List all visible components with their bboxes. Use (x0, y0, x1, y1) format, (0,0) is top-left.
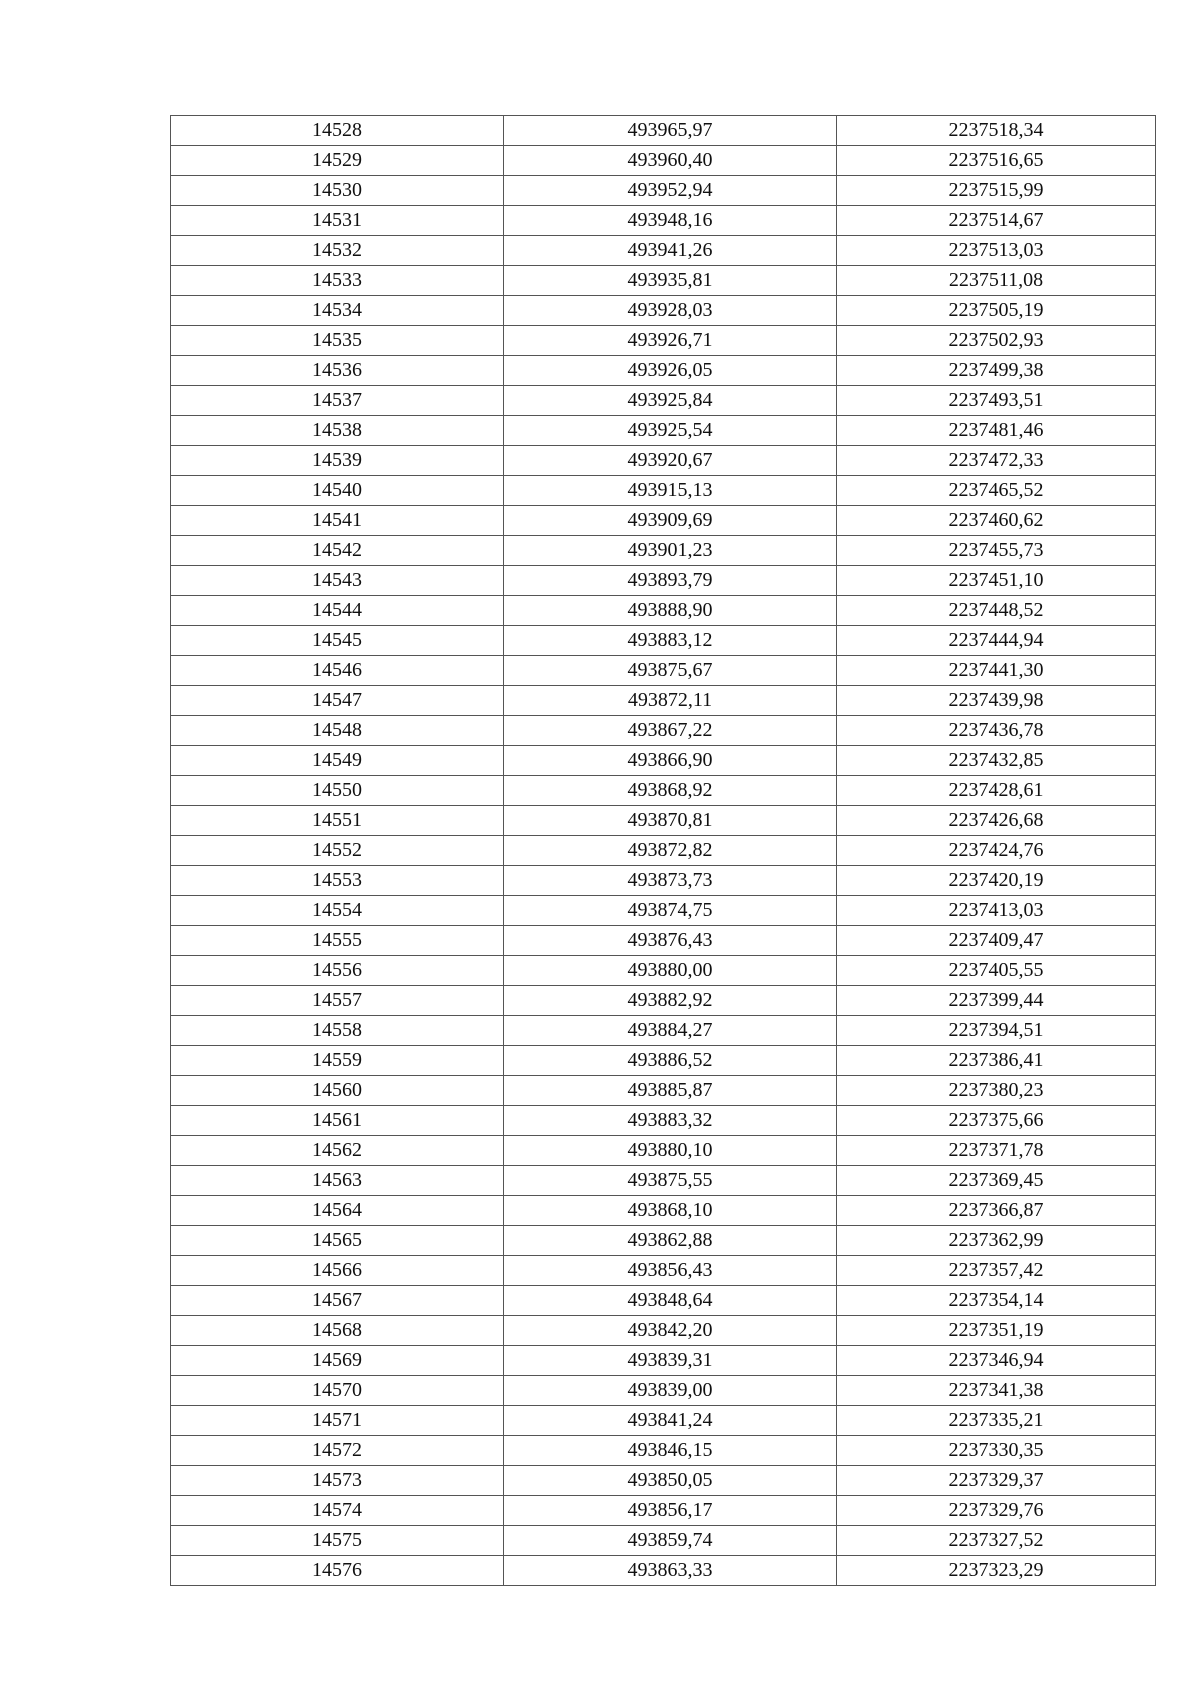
x-coordinate-cell: 493941,26 (504, 236, 837, 266)
point-number-cell: 14574 (171, 1496, 504, 1526)
y-coordinate-cell: 2237354,14 (837, 1286, 1156, 1316)
point-number-cell: 14566 (171, 1256, 504, 1286)
x-coordinate-cell: 493901,23 (504, 536, 837, 566)
point-number-cell: 14549 (171, 746, 504, 776)
table-row (171, 476, 1156, 506)
table-row (171, 1376, 1156, 1406)
table-row (171, 1076, 1156, 1106)
y-coordinate-cell: 2237511,08 (837, 266, 1156, 296)
table-row (171, 1136, 1156, 1166)
point-number-cell: 14561 (171, 1106, 504, 1136)
y-coordinate-cell: 2237362,99 (837, 1226, 1156, 1256)
y-coordinate-cell: 2237424,76 (837, 836, 1156, 866)
x-coordinate-cell: 493960,40 (504, 146, 837, 176)
point-number-cell: 14540 (171, 476, 504, 506)
table-row (171, 206, 1156, 236)
y-coordinate-cell: 2237357,42 (837, 1256, 1156, 1286)
table-row (171, 1496, 1156, 1526)
y-coordinate-cell: 2237369,45 (837, 1166, 1156, 1196)
x-coordinate-cell: 493848,64 (504, 1286, 837, 1316)
table-row (171, 266, 1156, 296)
point-number-cell: 14528 (171, 116, 504, 146)
point-number-cell: 14541 (171, 506, 504, 536)
x-coordinate-cell: 493875,55 (504, 1166, 837, 1196)
table-row (171, 956, 1156, 986)
table-row (171, 356, 1156, 386)
y-coordinate-cell: 2237502,93 (837, 326, 1156, 356)
table-row (171, 1256, 1156, 1286)
table-row (171, 446, 1156, 476)
point-number-cell: 14543 (171, 566, 504, 596)
table-row (171, 686, 1156, 716)
table-row (171, 386, 1156, 416)
point-number-cell: 14555 (171, 926, 504, 956)
x-coordinate-cell: 493880,00 (504, 956, 837, 986)
x-coordinate-cell: 493859,74 (504, 1526, 837, 1556)
point-number-cell: 14571 (171, 1406, 504, 1436)
y-coordinate-cell: 2237399,44 (837, 986, 1156, 1016)
point-number-cell: 14562 (171, 1136, 504, 1166)
table-row (171, 806, 1156, 836)
x-coordinate-cell: 493925,54 (504, 416, 837, 446)
x-coordinate-cell: 493935,81 (504, 266, 837, 296)
table-row (171, 1016, 1156, 1046)
point-number-cell: 14544 (171, 596, 504, 626)
point-number-cell: 14573 (171, 1466, 504, 1496)
y-coordinate-cell: 2237420,19 (837, 866, 1156, 896)
y-coordinate-cell: 2237386,41 (837, 1046, 1156, 1076)
y-coordinate-cell: 2237409,47 (837, 926, 1156, 956)
y-coordinate-cell: 2237366,87 (837, 1196, 1156, 1226)
x-coordinate-cell: 493884,27 (504, 1016, 837, 1046)
y-coordinate-cell: 2237341,38 (837, 1376, 1156, 1406)
point-number-cell: 14546 (171, 656, 504, 686)
y-coordinate-cell: 2237405,55 (837, 956, 1156, 986)
x-coordinate-cell: 493925,84 (504, 386, 837, 416)
y-coordinate-cell: 2237441,30 (837, 656, 1156, 686)
y-coordinate-cell: 2237428,61 (837, 776, 1156, 806)
y-coordinate-cell: 2237472,33 (837, 446, 1156, 476)
y-coordinate-cell: 2237499,38 (837, 356, 1156, 386)
table-row (171, 1226, 1156, 1256)
y-coordinate-cell: 2237436,78 (837, 716, 1156, 746)
x-coordinate-cell: 493839,00 (504, 1376, 837, 1406)
x-coordinate-cell: 493867,22 (504, 716, 837, 746)
y-coordinate-cell: 2237505,19 (837, 296, 1156, 326)
y-coordinate-cell: 2237380,23 (837, 1076, 1156, 1106)
point-number-cell: 14567 (171, 1286, 504, 1316)
table-row (171, 296, 1156, 326)
point-number-cell: 14550 (171, 776, 504, 806)
table-row (171, 836, 1156, 866)
table-row (171, 416, 1156, 446)
y-coordinate-cell: 2237375,66 (837, 1106, 1156, 1136)
y-coordinate-cell: 2237465,52 (837, 476, 1156, 506)
x-coordinate-cell: 493862,88 (504, 1226, 837, 1256)
table-row (171, 1286, 1156, 1316)
x-coordinate-cell: 493856,43 (504, 1256, 837, 1286)
point-number-cell: 14569 (171, 1346, 504, 1376)
x-coordinate-cell: 493868,92 (504, 776, 837, 806)
point-number-cell: 14557 (171, 986, 504, 1016)
point-number-cell: 14537 (171, 386, 504, 416)
x-coordinate-cell: 493928,03 (504, 296, 837, 326)
y-coordinate-cell: 2237413,03 (837, 896, 1156, 926)
y-coordinate-cell: 2237335,21 (837, 1406, 1156, 1436)
table-row (171, 926, 1156, 956)
y-coordinate-cell: 2237329,37 (837, 1466, 1156, 1496)
point-number-cell: 14576 (171, 1556, 504, 1586)
y-coordinate-cell: 2237481,46 (837, 416, 1156, 446)
table-row (171, 986, 1156, 1016)
x-coordinate-cell: 493870,81 (504, 806, 837, 836)
x-coordinate-cell: 493885,87 (504, 1076, 837, 1106)
point-number-cell: 14556 (171, 956, 504, 986)
point-number-cell: 14551 (171, 806, 504, 836)
x-coordinate-cell: 493872,11 (504, 686, 837, 716)
y-coordinate-cell: 2237346,94 (837, 1346, 1156, 1376)
table-row (171, 1406, 1156, 1436)
table-row (171, 1346, 1156, 1376)
x-coordinate-cell: 493920,67 (504, 446, 837, 476)
table-row (171, 566, 1156, 596)
y-coordinate-cell: 2237371,78 (837, 1136, 1156, 1166)
point-number-cell: 14572 (171, 1436, 504, 1466)
x-coordinate-cell: 493846,15 (504, 1436, 837, 1466)
x-coordinate-cell: 493926,05 (504, 356, 837, 386)
table-row (171, 1316, 1156, 1346)
table-row (171, 716, 1156, 746)
x-coordinate-cell: 493875,67 (504, 656, 837, 686)
y-coordinate-cell: 2237432,85 (837, 746, 1156, 776)
point-number-cell: 14535 (171, 326, 504, 356)
table-row (171, 536, 1156, 566)
x-coordinate-cell: 493842,20 (504, 1316, 837, 1346)
x-coordinate-cell: 493850,05 (504, 1466, 837, 1496)
y-coordinate-cell: 2237460,62 (837, 506, 1156, 536)
point-number-cell: 14548 (171, 716, 504, 746)
point-number-cell: 14534 (171, 296, 504, 326)
y-coordinate-cell: 2237323,29 (837, 1556, 1156, 1586)
y-coordinate-cell: 2237513,03 (837, 236, 1156, 266)
y-coordinate-cell: 2237515,99 (837, 176, 1156, 206)
point-number-cell: 14531 (171, 206, 504, 236)
point-number-cell: 14532 (171, 236, 504, 266)
point-number-cell: 14563 (171, 1166, 504, 1196)
table-row (171, 896, 1156, 926)
coordinates-table-body (171, 116, 1156, 1586)
x-coordinate-cell: 493915,13 (504, 476, 837, 506)
x-coordinate-cell: 493883,12 (504, 626, 837, 656)
point-number-cell: 14568 (171, 1316, 504, 1346)
y-coordinate-cell: 2237493,51 (837, 386, 1156, 416)
y-coordinate-cell: 2237327,52 (837, 1526, 1156, 1556)
y-coordinate-cell: 2237444,94 (837, 626, 1156, 656)
y-coordinate-cell: 2237514,67 (837, 206, 1156, 236)
table-row (171, 1436, 1156, 1466)
point-number-cell: 14564 (171, 1196, 504, 1226)
x-coordinate-cell: 493866,90 (504, 746, 837, 776)
x-coordinate-cell: 493856,17 (504, 1496, 837, 1526)
x-coordinate-cell: 493952,94 (504, 176, 837, 206)
table-row (171, 236, 1156, 266)
point-number-cell: 14552 (171, 836, 504, 866)
table-row (171, 116, 1156, 146)
table-row (171, 626, 1156, 656)
x-coordinate-cell: 493893,79 (504, 566, 837, 596)
table-row (171, 656, 1156, 686)
point-number-cell: 14529 (171, 146, 504, 176)
table-row (171, 506, 1156, 536)
x-coordinate-cell: 493888,90 (504, 596, 837, 626)
x-coordinate-cell: 493948,16 (504, 206, 837, 236)
y-coordinate-cell: 2237451,10 (837, 566, 1156, 596)
point-number-cell: 14530 (171, 176, 504, 206)
x-coordinate-cell: 493880,10 (504, 1136, 837, 1166)
table-row (171, 776, 1156, 806)
table-row (171, 146, 1156, 176)
x-coordinate-cell: 493926,71 (504, 326, 837, 356)
table-row (171, 1526, 1156, 1556)
x-coordinate-cell: 493886,52 (504, 1046, 837, 1076)
point-number-cell: 14539 (171, 446, 504, 476)
table-row (171, 1166, 1156, 1196)
y-coordinate-cell: 2237516,65 (837, 146, 1156, 176)
table-row (171, 1106, 1156, 1136)
point-number-cell: 14542 (171, 536, 504, 566)
table-row (171, 1556, 1156, 1586)
y-coordinate-cell: 2237426,68 (837, 806, 1156, 836)
x-coordinate-cell: 493839,31 (504, 1346, 837, 1376)
point-number-cell: 14575 (171, 1526, 504, 1556)
x-coordinate-cell: 493874,75 (504, 896, 837, 926)
y-coordinate-cell: 2237448,52 (837, 596, 1156, 626)
table-row (171, 746, 1156, 776)
table-row (171, 596, 1156, 626)
y-coordinate-cell: 2237518,34 (837, 116, 1156, 146)
point-number-cell: 14558 (171, 1016, 504, 1046)
point-number-cell: 14538 (171, 416, 504, 446)
x-coordinate-cell: 493965,97 (504, 116, 837, 146)
y-coordinate-cell: 2237439,98 (837, 686, 1156, 716)
y-coordinate-cell: 2237455,73 (837, 536, 1156, 566)
table-row (171, 866, 1156, 896)
table-row (171, 1196, 1156, 1226)
y-coordinate-cell: 2237330,35 (837, 1436, 1156, 1466)
y-coordinate-cell: 2237351,19 (837, 1316, 1156, 1346)
point-number-cell: 14545 (171, 626, 504, 656)
y-coordinate-cell: 2237394,51 (837, 1016, 1156, 1046)
point-number-cell: 14536 (171, 356, 504, 386)
x-coordinate-cell: 493876,43 (504, 926, 837, 956)
table-row (171, 1466, 1156, 1496)
x-coordinate-cell: 493868,10 (504, 1196, 837, 1226)
x-coordinate-cell: 493841,24 (504, 1406, 837, 1436)
table-row (171, 176, 1156, 206)
x-coordinate-cell: 493872,82 (504, 836, 837, 866)
point-number-cell: 14565 (171, 1226, 504, 1256)
table-row (171, 326, 1156, 356)
point-number-cell: 14554 (171, 896, 504, 926)
x-coordinate-cell: 493883,32 (504, 1106, 837, 1136)
y-coordinate-cell: 2237329,76 (837, 1496, 1156, 1526)
table-row (171, 1046, 1156, 1076)
point-number-cell: 14559 (171, 1046, 504, 1076)
point-number-cell: 14560 (171, 1076, 504, 1106)
x-coordinate-cell: 493909,69 (504, 506, 837, 536)
point-number-cell: 14553 (171, 866, 504, 896)
x-coordinate-cell: 493882,92 (504, 986, 837, 1016)
x-coordinate-cell: 493873,73 (504, 866, 837, 896)
point-number-cell: 14547 (171, 686, 504, 716)
coordinates-table (170, 115, 1156, 1586)
point-number-cell: 14570 (171, 1376, 504, 1406)
point-number-cell: 14533 (171, 266, 504, 296)
x-coordinate-cell: 493863,33 (504, 1556, 837, 1586)
